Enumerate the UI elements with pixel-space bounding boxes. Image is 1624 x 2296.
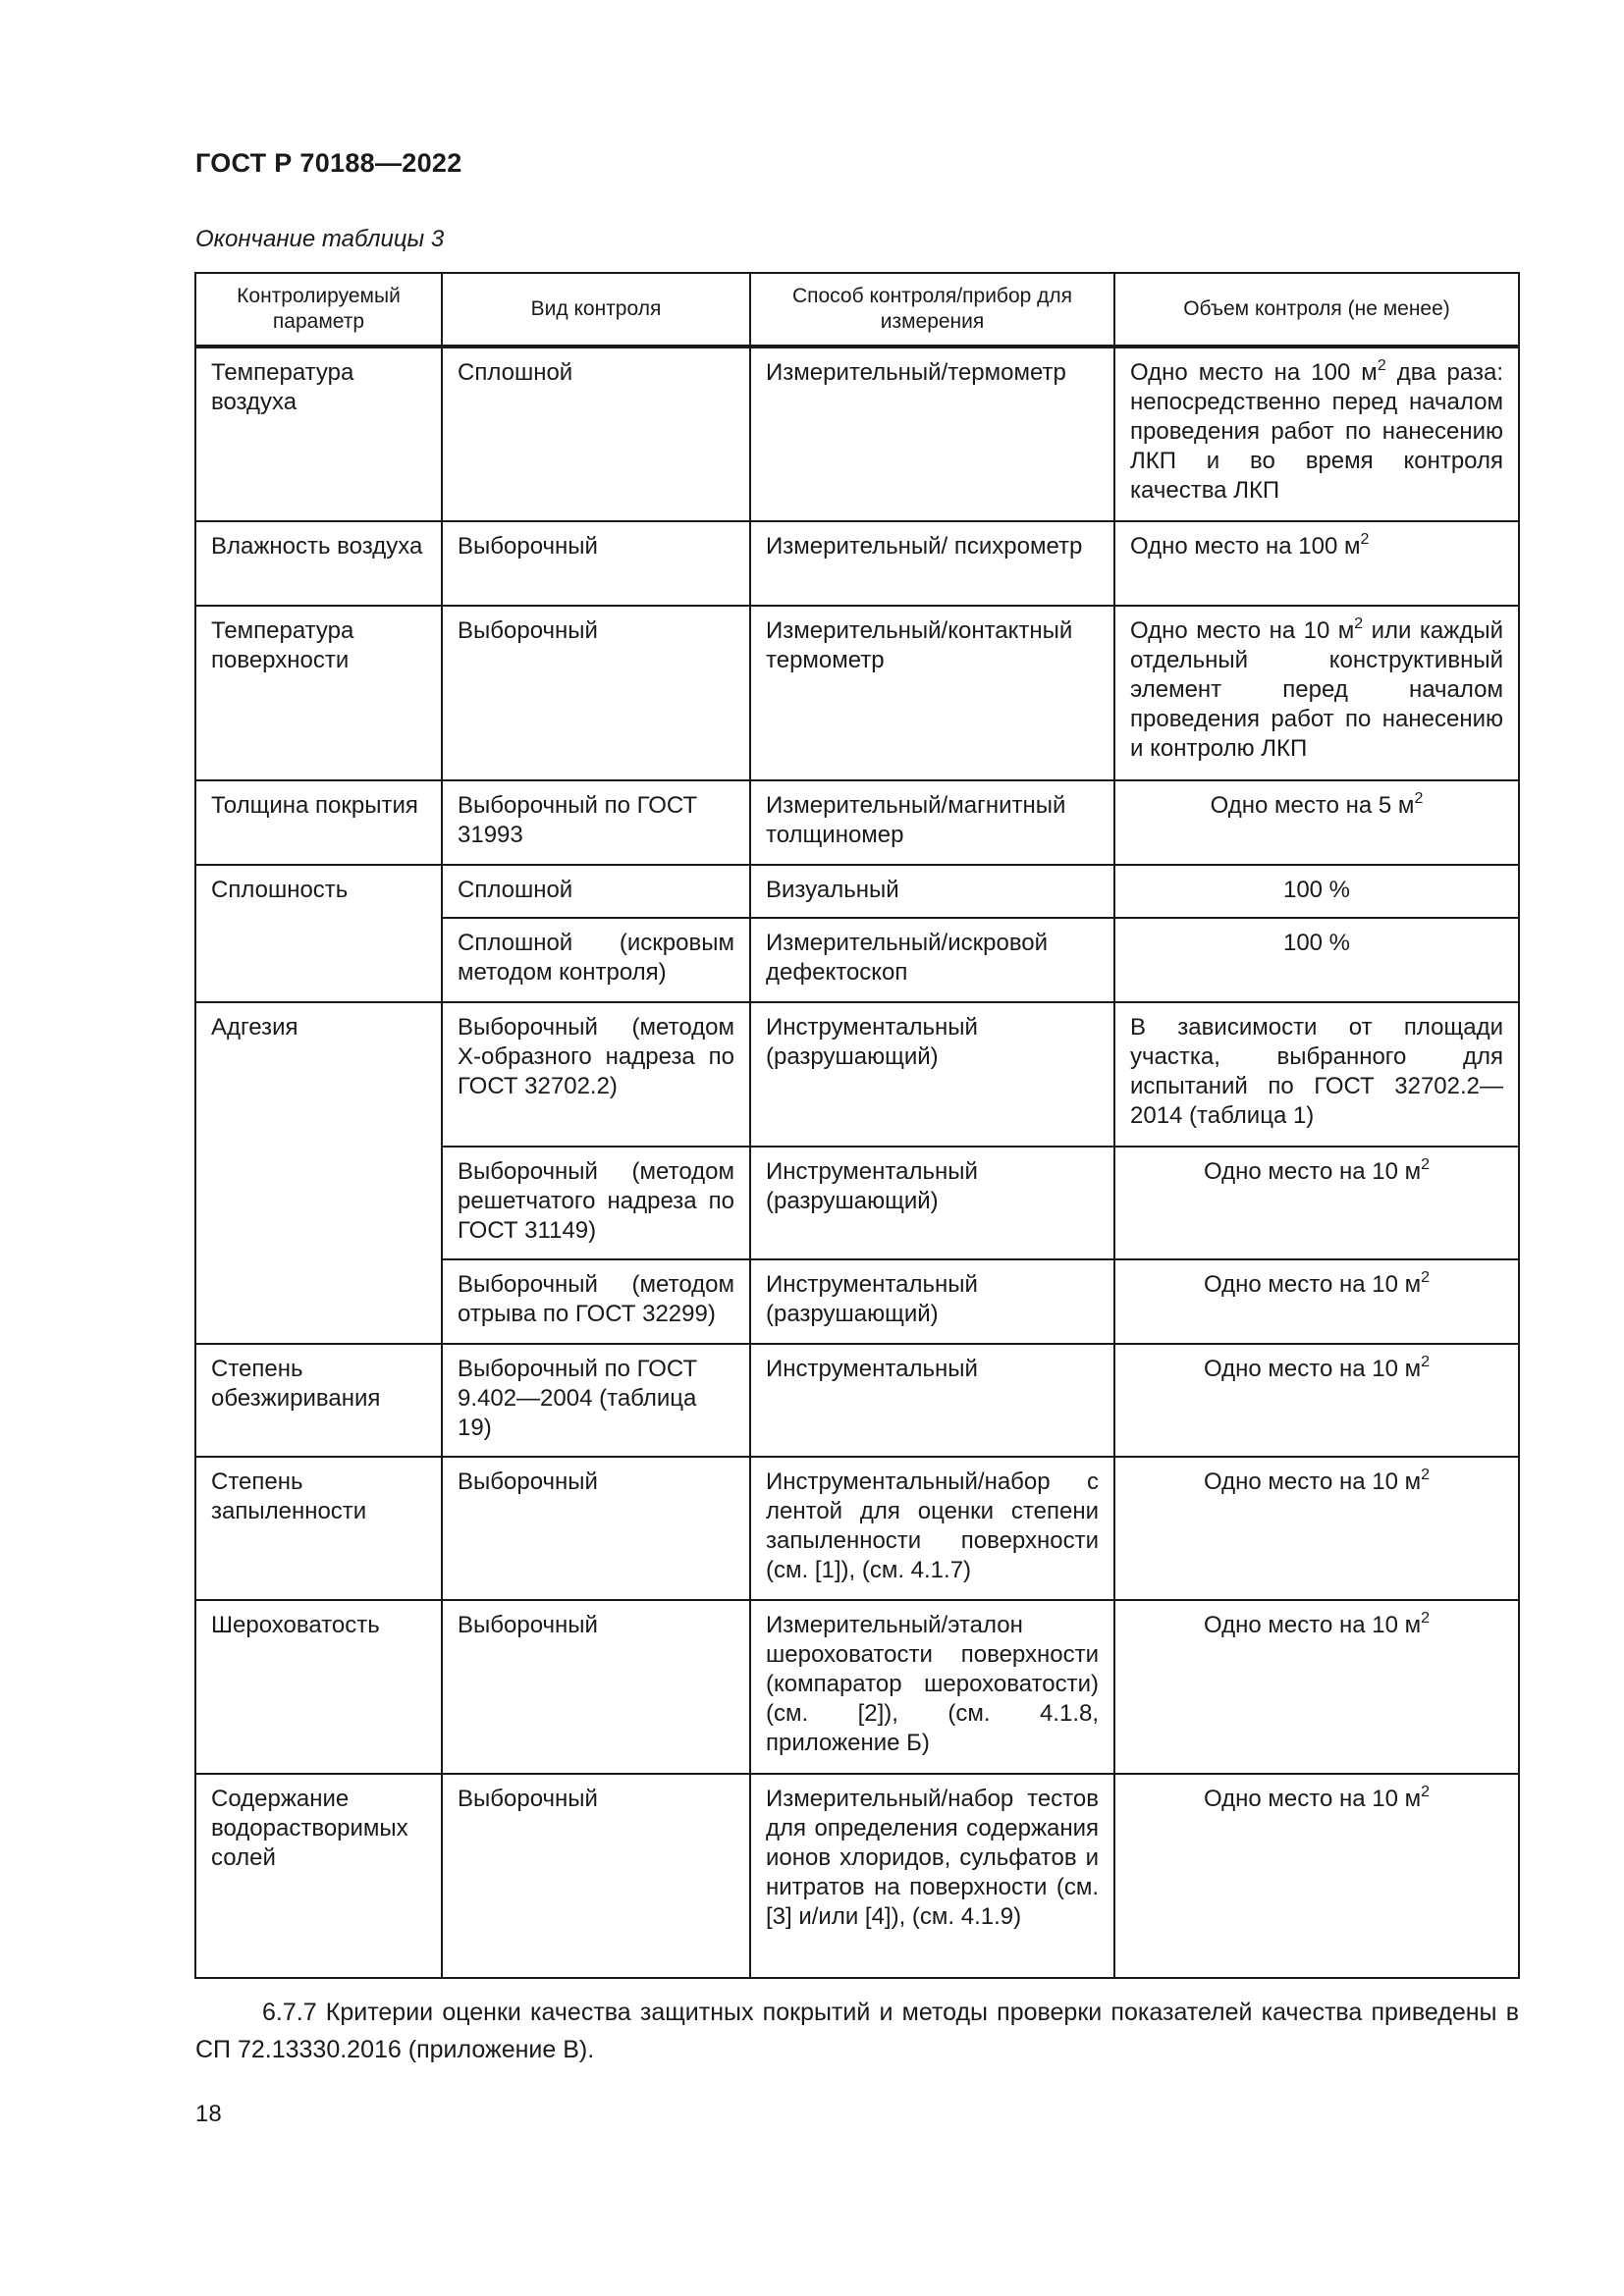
column-header-param: Контролируемый параметр <box>195 273 442 347</box>
method-cell: Измерительный/эталон шероховатости поверхности (компаратор шероховатости) (см. [2]), (см. 4.1.8, приложение Б) <box>750 1600 1114 1774</box>
method-cell: Инструментальный (разрушающий) <box>750 1259 1114 1344</box>
volume-cell: 100 % <box>1114 918 1519 1002</box>
type-cell: Выборочный <box>442 521 750 606</box>
volume-cell <box>1114 606 1519 780</box>
method-cell: Инструментальный (разрушающий) <box>750 1147 1114 1259</box>
type-cell: Выборочный (методом решетчатого надреза по ГОСТ 31149) <box>442 1147 750 1259</box>
table-row <box>195 1457 1519 1600</box>
table-row <box>195 865 1519 918</box>
volume-cell <box>1114 1259 1519 1344</box>
param-cell: Влажность воздуха <box>195 521 442 606</box>
param-cell: Содержание водорастворимых солей <box>195 1774 442 1978</box>
volume-superscript: 2 <box>1421 1269 1431 1286</box>
column-header-volume: Объем контроля (не менее) <box>1114 273 1519 347</box>
param-cell: Температура поверхности <box>195 606 442 780</box>
type-cell: Выборочный по ГОСТ 31993 <box>442 780 750 865</box>
volume-superscript: 2 <box>1377 357 1386 374</box>
table-row <box>195 1002 1519 1147</box>
type-cell: Выборочный <box>442 606 750 780</box>
method-cell: Измерительный/ психрометр <box>750 521 1114 606</box>
volume-superscript: 2 <box>1421 1156 1431 1173</box>
method-cell: Измерительный/искровой дефектоскоп <box>750 918 1114 1002</box>
method-cell: Измерительный/термометр <box>750 347 1114 521</box>
param-cell: Температура воздуха <box>195 347 442 521</box>
volume-text: Одно место на 5 м <box>1210 792 1415 819</box>
volume-text: Одно место на 10 м <box>1203 1612 1422 1638</box>
volume-text: Одно место на 10 м <box>1203 1468 1422 1495</box>
method-cell: Визуальный <box>750 865 1114 918</box>
param-cell: Степень обезжиривания <box>195 1344 442 1457</box>
method-cell: Измерительный/магнитный толщиномер <box>750 780 1114 865</box>
type-cell: Выборочный <box>442 1457 750 1600</box>
volume-superscript: 2 <box>1421 1784 1431 1800</box>
volume-cell <box>1114 347 1519 521</box>
volume-superscript: 2 <box>1421 1467 1431 1483</box>
document-header: ГОСТ Р 70188—2022 <box>195 148 462 178</box>
volume-superscript: 2 <box>1360 531 1370 548</box>
volume-text: Одно место на 10 м <box>1203 1158 1422 1185</box>
table-row <box>195 1600 1519 1774</box>
volume-cell <box>1114 521 1519 606</box>
method-cell: Инструментальный/набор с лентой для оценки степени запыленности поверхности (см. [1]), (см. 4.1.7) <box>750 1457 1114 1600</box>
type-cell: Сплошной <box>442 865 750 918</box>
volume-cell <box>1114 780 1519 865</box>
table-caption: Окончание таблицы 3 <box>195 226 445 252</box>
type-cell: Выборочный (методом Х-образного надреза по ГОСТ 32702.2) <box>442 1002 750 1147</box>
column-header-method: Способ контроля/прибор для измерения <box>750 273 1114 347</box>
volume-cell <box>1114 1774 1519 1978</box>
method-cell: Инструментальный <box>750 1344 1114 1457</box>
volume-superscript: 2 <box>1421 1610 1431 1627</box>
table-row <box>195 780 1519 865</box>
volume-cell: В зависимости от площади участка, выбранного для испытаний по ГОСТ 32702.2—2014 (таблица 1) <box>1114 1002 1519 1147</box>
volume-cell <box>1114 1457 1519 1600</box>
param-cell: Толщина покрытия <box>195 780 442 865</box>
type-cell: Выборочный (методом отрыва по ГОСТ 32299) <box>442 1259 750 1344</box>
volume-superscript: 2 <box>1414 790 1424 807</box>
volume-text: Одно место на 10 м <box>1203 1786 1422 1812</box>
param-cell: Сплошность <box>195 865 442 1002</box>
volume-superscript: 2 <box>1354 615 1364 632</box>
volume-text: Одно место на 100 м <box>1130 359 1378 386</box>
page-number: 18 <box>195 2101 222 2127</box>
method-cell: Измерительный/контактный термометр <box>750 606 1114 780</box>
table-row <box>195 521 1519 606</box>
volume-text: Одно место на 100 м <box>1130 533 1361 560</box>
table-header-row <box>195 273 1519 347</box>
table-row <box>195 1344 1519 1457</box>
volume-cell <box>1114 1147 1519 1259</box>
volume-text: Одно место на 10 м <box>1203 1356 1422 1382</box>
method-cell: Измерительный/набор тестов для определения содержания ионов хлоридов, сульфатов и нитратов на поверхности (см. [3] и/или [4]), (см. 4.1.9) <box>750 1774 1114 1978</box>
volume-text-rest: или каждый отдельный конструктивный элемент перед началом проведения работ по нанесению и контролю ЛКП <box>1130 617 1503 762</box>
param-cell: Степень запыленности <box>195 1457 442 1600</box>
volume-cell <box>1114 1344 1519 1457</box>
volume-cell: 100 % <box>1114 865 1519 918</box>
param-cell: Адгезия <box>195 1002 442 1344</box>
method-cell: Инструментальный (разрушающий) <box>750 1002 1114 1147</box>
type-cell: Сплошной <box>442 347 750 521</box>
body-paragraph: 6.7.7 Критерии оценки качества защитных покрытий и методы проверки показателей качества приведены в СП 72.13330.2016 (приложение В). <box>195 1999 1519 2063</box>
control-table <box>194 272 1520 1979</box>
table-row <box>195 1774 1519 1978</box>
type-cell: Сплошной (искровым методом контроля) <box>442 918 750 1002</box>
column-header-type: Вид контроля <box>442 273 750 347</box>
param-cell: Шероховатость <box>195 1600 442 1774</box>
volume-text: Одно место на 10 м <box>1203 1271 1422 1298</box>
volume-superscript: 2 <box>1421 1354 1431 1370</box>
table-row <box>195 606 1519 780</box>
volume-text-rest: два раза: непосредственно перед началом проведения работ по нанесению ЛКП и во время контроля качества ЛКП <box>1130 359 1503 504</box>
volume-cell <box>1114 1600 1519 1774</box>
type-cell: Выборочный <box>442 1774 750 1978</box>
table-row <box>195 347 1519 521</box>
volume-text: Одно место на 10 м <box>1130 617 1355 644</box>
type-cell: Выборочный по ГОСТ 9.402—2004 (таблица 19) <box>442 1344 750 1457</box>
type-cell: Выборочный <box>442 1600 750 1774</box>
